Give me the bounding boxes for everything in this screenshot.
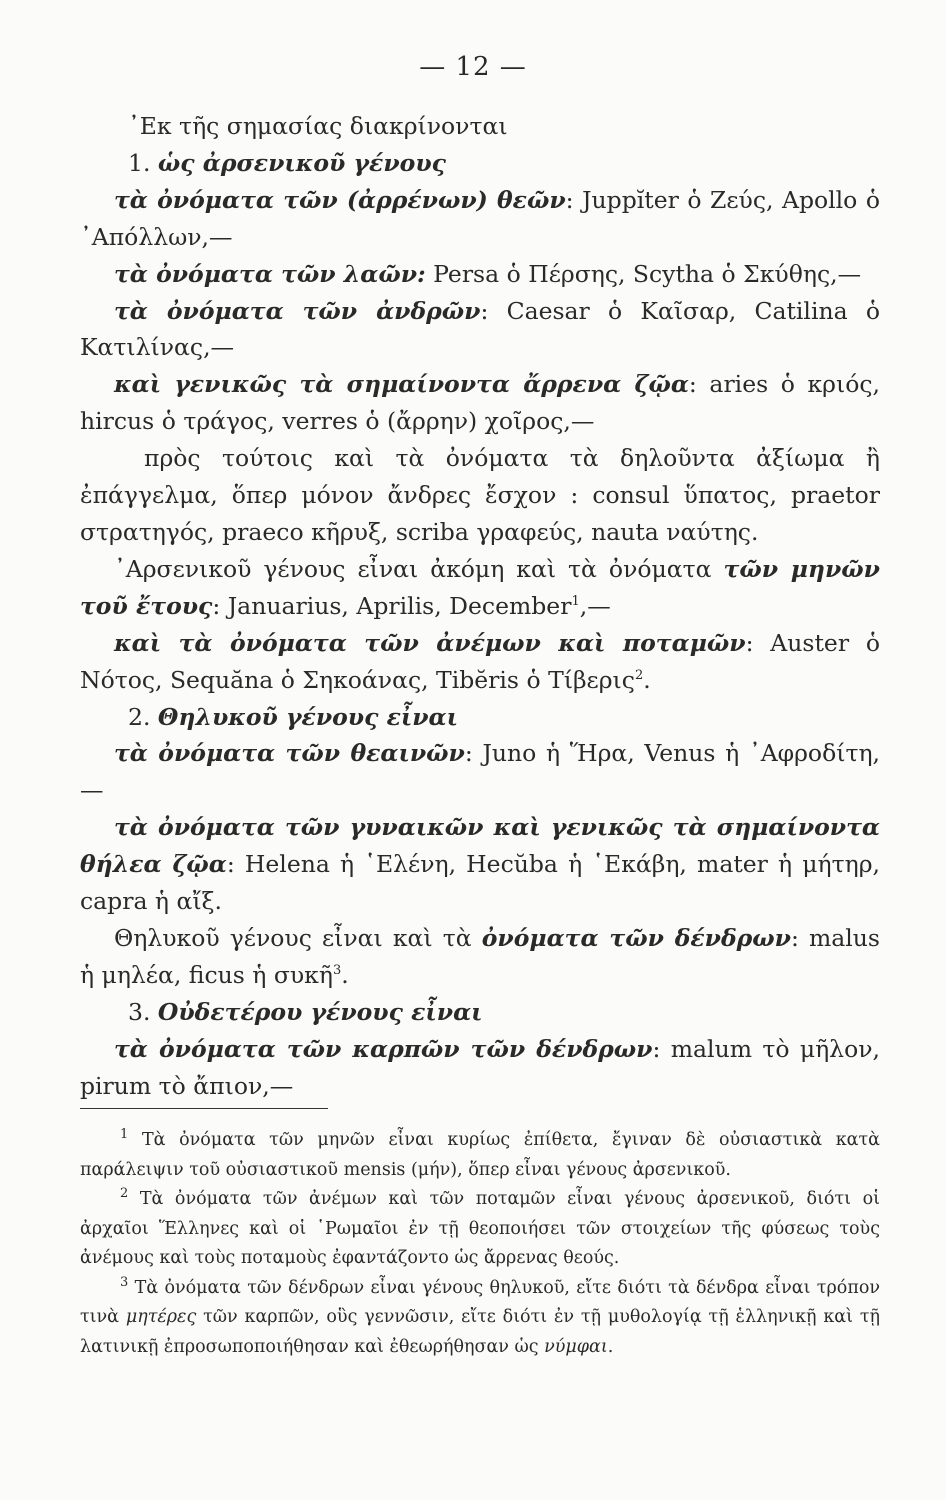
rule-months <box>80 551 880 625</box>
footnote-emphasis: μητέρες <box>125 1307 197 1327</box>
rule-text: : malum τὸ μῆλον, pirum τὸ ἄπιον,— <box>80 1034 880 1100</box>
rule-text: : malus ἡ μηλέα, ficus ἡ συκῆ <box>80 923 880 989</box>
rule-lead: τῶν μηνῶν τοῦ ἔτους <box>80 554 880 620</box>
footnote-1 <box>80 1126 880 1185</box>
footnotes <box>80 1126 880 1362</box>
footnote-text: τῶν καρπῶν, οὓς γεννῶσιν, εἴτε διότι ἐν τῇ μυθολογίᾳ τῇ ἑλληνικῇ καὶ τῇ λατινικῇ ἐπροσωποποιήθησαν καὶ ἐθεωρήθησαν ὡς <box>80 1307 880 1357</box>
footnote-text: Τὰ ὀνόματα τῶν δένδρων εἶναι γένους θηλυκοῦ, εἴτε διότι τὰ δένδρα εἶναι τρόπον τινὰ <box>80 1277 880 1327</box>
rule-offices: πρὸς τούτοις καὶ τὰ ὀνόματα τὰ δηλοῦντα ἀξίωμα ἢ ἐπάγγελμα, ὅπερ μόνον ἄνδρες ἔσχον : consul ὕπατος, praetor στρατηγός, praeco κῆρυξ, scriba γραφεύς, nauta ναύτης. <box>80 444 880 546</box>
footnote-3 <box>80 1274 880 1363</box>
rule-text: : Auster ὁ Νότος, Sequăna ὁ Σηκοάνας, Tibĕris ὁ Τίβερις <box>80 628 880 694</box>
rule-fruits <box>80 1031 880 1105</box>
rule-text-end: . <box>643 665 651 694</box>
rule-men <box>80 293 880 367</box>
rule-text: : Juno ἡ Ἥρα, Venus ἡ ᾿Αφροδίτη,— <box>80 739 880 805</box>
rule-lead: τὰ ὀνόματα τῶν γυναικῶν καὶ γενικῶς τὰ σημαίνοντα θήλεα ζῷα <box>80 813 880 879</box>
rule-trees <box>80 920 880 994</box>
rule-lead: καὶ γενικῶς τὰ σημαίνοντα ἄρρενα ζῷα <box>114 370 689 399</box>
section-2-number: 2. <box>128 702 151 731</box>
rule-winds-rivers <box>80 625 880 699</box>
section-1-number: 1. <box>128 148 151 177</box>
rule-peoples <box>80 256 880 293</box>
rule-text: : Helena ἡ ῾Ελένη, Hecŭba ἡ ῾Εκάβη, mater ἡ μήτηρ, capra ἡ αἴξ. <box>80 850 880 916</box>
footnote-text: Τὰ ὀνόματα τῶν ἀνέμων καὶ τῶν ποταμῶν εἶναι γένους ἀρσενικοῦ, διότι οἱ ἀρχαῖοι Ἕλληνες καὶ οἱ ῾Ρωμαῖοι ἐν τῇ θεοποιήσει τῶν στοιχείων τῆς φύσεως τοὺς ἀνέμους καὶ τοὺς ποταμοὺς ἐφαντάζοντο ὡς ἄρρενας θεούς. <box>80 1189 880 1268</box>
section-1-title: ὡς ἀρσενικοῦ γένους <box>157 148 446 177</box>
footnote-ref[interactable]: 3 <box>332 963 342 979</box>
footnote-ref[interactable]: 2 <box>634 667 644 683</box>
rule-text-end: . <box>341 960 349 989</box>
footnote-marker: 2 <box>120 1186 129 1202</box>
main-text <box>80 108 880 1104</box>
rule-text: : Juppĭter ὁ Ζεύς, Apollo ὁ ᾿Απόλλων,— <box>80 185 880 251</box>
page-number: — 12 — <box>419 52 527 82</box>
footnote-divider <box>80 1108 328 1109</box>
section-3-number: 3. <box>128 997 151 1026</box>
footnote-text: Τὰ ὀνόματα τῶν μηνῶν εἶναι κυρίως ἐπίθετα, ἔγιναν δὲ οὐσιαστικὰ κατὰ παράλειψιν τοῦ οὐσιαστικοῦ mensis (μήν), ὅπερ εἶναι γένους ἀρσενικοῦ. <box>80 1130 880 1180</box>
paragraph-intro: ᾿Εκ τῆς σημασίας διακρίνονται <box>128 112 508 140</box>
footnote-emphasis: νύμφαι <box>544 1336 608 1357</box>
rule-women <box>80 809 880 920</box>
rule-goddesses <box>80 735 880 809</box>
rule-text-end: ,— <box>579 591 611 620</box>
rule-lead: τὰ ὀνόματα τῶν λαῶν: <box>114 259 426 288</box>
rule-text: ᾿Αρσενικοῦ γένους εἶναι ἀκόμη καὶ τὰ ὀνόματα <box>114 554 724 583</box>
rule-lead: τὰ ὀνόματα τῶν θεαινῶν <box>114 739 465 768</box>
rule-text: : aries ὁ κριός, hircus ὁ τράγος, verres ὁ (ἄρρην) χοῖρος,— <box>80 370 880 436</box>
rule-lead: τὰ ὀνόματα τῶν ἀνδρῶν <box>114 296 481 325</box>
section-3-title: Οὐδετέρου γένους εἶναι <box>157 997 483 1026</box>
footnote-text-end: . <box>607 1336 614 1357</box>
footnote-marker: 1 <box>120 1127 129 1143</box>
footnote-marker: 3 <box>120 1274 129 1290</box>
section-1-heading <box>80 145 880 182</box>
rule-lead: τὰ ὀνόματα τῶν (ἀρρένων) θεῶν <box>114 185 566 214</box>
section-2-title: Θηλυκοῦ γένους εἶναι <box>157 702 459 731</box>
rule-text: : Januarius, Aprilis, December <box>212 591 572 620</box>
section-3-heading <box>80 994 880 1031</box>
section-2-heading <box>80 699 880 736</box>
rule-male-animals <box>80 366 880 440</box>
rule-text: Persa ὁ Πέρσης, Scytha ὁ Σκύθης,— <box>425 259 862 288</box>
rule-text: Θηλυκοῦ γένους εἶναι καὶ τὰ <box>114 923 482 952</box>
rule-lead: ὀνόματα τῶν δένδρων <box>481 923 791 952</box>
rule-gods <box>80 182 880 256</box>
footnote-ref[interactable]: 1 <box>571 593 580 609</box>
rule-lead: καὶ τὰ ὀνόματα τῶν ἀνέμων καὶ ποταμῶν <box>114 628 746 657</box>
rule-lead: τὰ ὀνόματα τῶν καρπῶν τῶν δένδρων <box>114 1034 653 1063</box>
footnote-2 <box>80 1185 880 1274</box>
rule-text: : Caesar ὁ Καῖσαρ, Catilina ὁ Κατιλίνας,— <box>80 296 880 362</box>
